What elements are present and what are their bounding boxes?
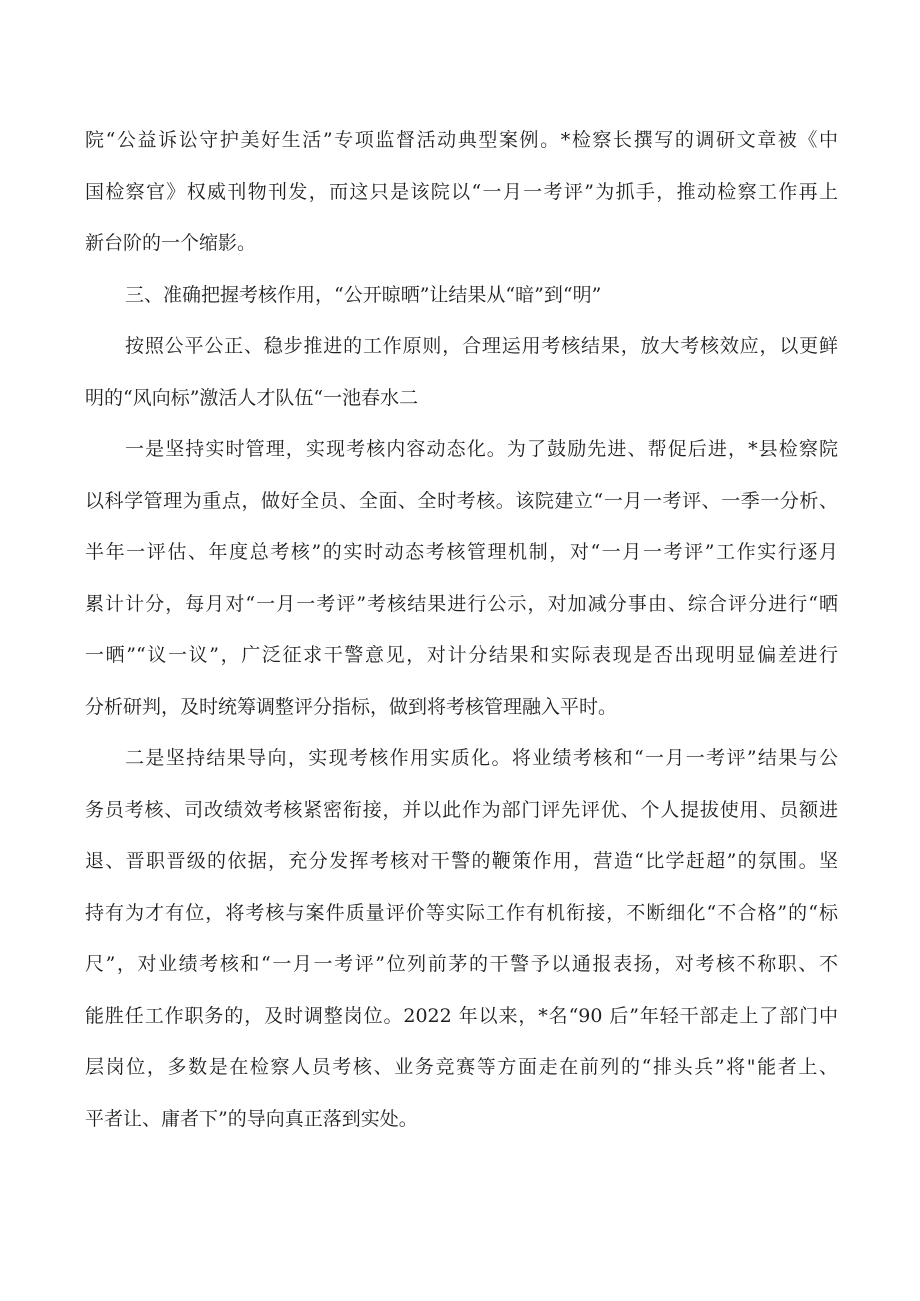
section-heading: [85, 270, 838, 322]
paragraph-line: 院“公益诉讼守护美好生活”专项监督活动典型案例。*检察长撰写的调研文章被《中: [85, 129, 838, 151]
section-heading-text: 三、准确把握考核作用，“公开晾晒”让结果从“暗”到“明”: [125, 283, 602, 306]
paragraph-line: 能胜任工作职务的，及时调整岗位。2022 年以来，*名“90 后”年轻干部走上了部门中: [85, 1004, 838, 1027]
paragraph-line: 国检察官》权威刊物刊发，而这只是该院以“一月一考评”为抓手，推动检察工作再上: [85, 180, 838, 203]
paragraph-line: 一是坚持实时管理，实现考核内容动态化。为了鼓励先进、帮促后进，*县检察院: [125, 438, 838, 460]
paragraph-line: 层岗位，多数是在检察人员考核、业务竞赛等方面走在前列的“排头兵”将"能者上、: [85, 1056, 838, 1078]
paragraph-line: 分析研判，及时统筹调整评分指标，做到将考核管理融入平时。: [85, 695, 618, 718]
paragraph-line: 一晒”“议一议”，广泛征求干警意见，对计分结果和实际表现是否出现明显偏差进行: [85, 644, 838, 666]
paragraph-line: 二是坚持结果导向，实现考核作用实质化。将业绩考核和“一月一考评”结果与公: [125, 747, 838, 769]
paragraph-intro: [85, 321, 838, 424]
paragraph-line: 半年一评估、年度总考核”的实时动态考核管理机制，对“一月一考评”工作实行逐月: [85, 541, 838, 563]
paragraph-line: 尺”，对业绩考核和“一月一考评”位列前茅的干警予以通报表扬，对考核不称职、不: [85, 953, 838, 975]
paragraph-line: 按照公平公正、稳步推进的工作原则，合理运用考核结果，放大考核效应，以更鲜: [125, 335, 838, 357]
paragraph-line: 退、晋职晋级的依据，充分发挥考核对干警的鞭策作用，营造“比学赶超”的氛围。坚: [85, 850, 838, 872]
paragraph-line: 平者让、庸者下”的导向真正落到实处。: [85, 1107, 418, 1130]
document-body: [85, 115, 838, 1145]
paragraph-line: 务员考核、司改绩效考核紧密衔接，并以此作为部门评先评优、个人提拔使用、员额进: [85, 798, 838, 821]
paragraph-line: 明的“风向标”激活人才队伍“一池春水二: [85, 386, 419, 409]
paragraph-line: 以科学管理为重点，做好全员、全面、全时考核。该院建立“一月一考评、一季一分析、: [85, 489, 838, 512]
paragraph-point-two: [85, 733, 838, 1145]
paragraph-line: 累计计分，每月对“一月一考评”考核结果进行公示，对加减分事由、综合评分进行“晒: [85, 592, 838, 615]
paragraph-point-one: [85, 424, 838, 733]
paragraph-case-summary: [85, 115, 838, 270]
paragraph-line: 持有为才有位，将考核与案件质量评价等实际工作有机衔接，不断细化“不合格”的“标: [85, 901, 838, 924]
paragraph-line: 新台阶的一个缩影。: [85, 232, 257, 254]
